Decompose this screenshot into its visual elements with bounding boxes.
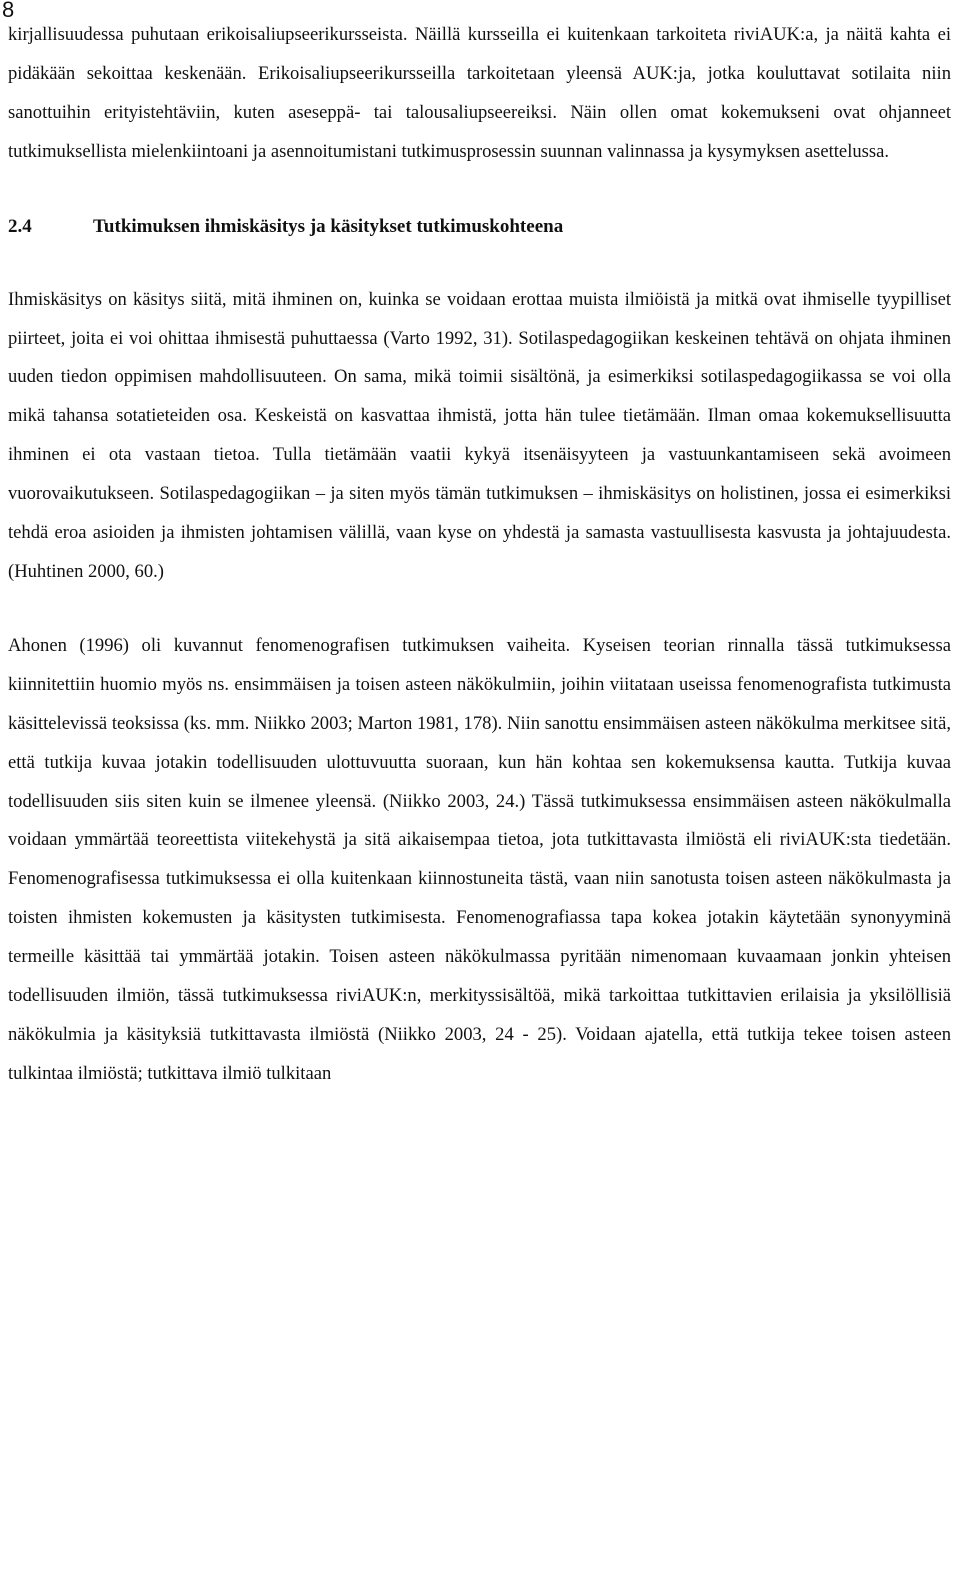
paragraph-ihmiskasitys: Ihmiskäsitys on käsitys siitä, mitä ihminen on, kuinka se voidaan erottaa muista ilmiöistä ja mitkä ovat ihmiselle tyypilliset piirteet, joita ei voi ohittaa ihmisestä puhuttaessa (Varto 1992, 31). Sotilaspedagogiikan keskeinen tehtävä on ohjata ihminen uuden tiedon oppimisen mahdollisuuteen. On sama, mikä toimii sisältönä, ja esimerkiksi sotilaspedagogiikassa se voi olla mikä tahansa sotatieteiden osa. Keskeistä on kasvattaa ihmistä, jotta hän tulee tietämään. Ilman omaa kokemuksellisuutta ihminen ei ota vastaan tietoa. Tulla tietämään vaatii kykyä itsenäisyyteen ja vastuunkantamiseen sekä avoimeen vuorovaikutukseen. Sotilaspedagogiikan – ja siten myös tämän tutkimuksen – ihmiskäsitys on holistinen, jossa ei esimerkiksi tehdä eroa asioiden ja ihmisten johtamisen välillä, vaan kyse on yhdestä ja samasta vastuullisesta kasvusta ja johtajuudesta. (Huhtinen 2000, 60.): [8, 288, 951, 582]
page-number: 8: [2, 0, 15, 22]
paragraph-intro: kirjallisuudessa puhutaan erikoisaliupseerikursseista. Näillä kursseilla ei kuitenkaan tarkoiteta riviAUK:a, ja näitä kahta ei pidäkään sekoittaa keskenään. Erikoisaliupseerikursseilla tarkoitetaan yleensä AUK:ja, jotka kouluttavat sotilaita niin sanottuihin erityistehtäviin, kuten aseseppä- tai talousaliupseereiksi. Näin ollen omat kokemukseni ovat ohjanneet tutkimuksellista mielenkiintoani ja asennoitumistani tutkimusprosessin suunnan valinnassa ja kysymyksen asettelussa.: [8, 24, 951, 162]
section-number: 2.4: [8, 215, 32, 237]
paragraph-fenomenografia: Ahonen (1996) oli kuvannut fenomenografisen tutkimuksen vaiheita. Kyseisen teorian rinnalla tässä tutkimuksessa kiinnitettiin huomio myös ns. ensimmäisen ja toisen asteen näkökulmiin, joihin viitataan useissa fenomenografista tutkimusta käsittelevissä teoksissa (ks. mm. Niikko 2003; Marton 1981, 178). Niin sanottu ensimmäisen asteen näkökulma merkitsee sitä, että tutkija kuvaa jotakin todellisuuden ulottuvuutta suoraan, kun hän kohtaa sen kokemuksensa kautta. Tutkija kuvaa todellisuuden siis siten kuin se ilmenee yleensä. (Niikko 2003, 24.) Tässä tutkimuksessa ensimmäisen asteen näkökulmalla voidaan ymmärtää teoreettista viitekehystä ja sitä aikaisempaa tietoa, jota tutkittavasta ilmiöstä eli riviAUK:sta tiedetään. Fenomenografisessa tutkimuksessa ei olla kuitenkaan kiinnostuneita tästä, vaan niin sanotusta toisen asteen näkökulmasta ja toisten ihmisten kokemusten ja käsitysten tutkimisesta. Fenomenografiassa tapa kokea jotakin käytetään synonyyminä termeille käsittää tai ymmärtää jotakin. Toisen asteen näkökulmassa pyritään nimenomaan kuvaamaan jonkin yhteisen todellisuuden ilmiön, tässä tutkimuksessa riviAUK:n, merkityssisältöä, mikä tarkoittaa tutkittavien erilaisia ja yksilöllisiä näkökulmia ja käsityksiä tutkittavasta ilmiöstä (Niikko 2003, 24 - 25). Voidaan ajatella, että tutkija tekee toisen asteen tulkintaa ilmiöstä; tutkittava ilmiö tulkitaan: [8, 634, 951, 1084]
section-title: Tutkimuksen ihmiskäsitys ja käsitykset tutkimuskohteena: [93, 215, 564, 237]
section-heading: [8, 208, 951, 246]
page-body: [8, 16, 951, 1094]
